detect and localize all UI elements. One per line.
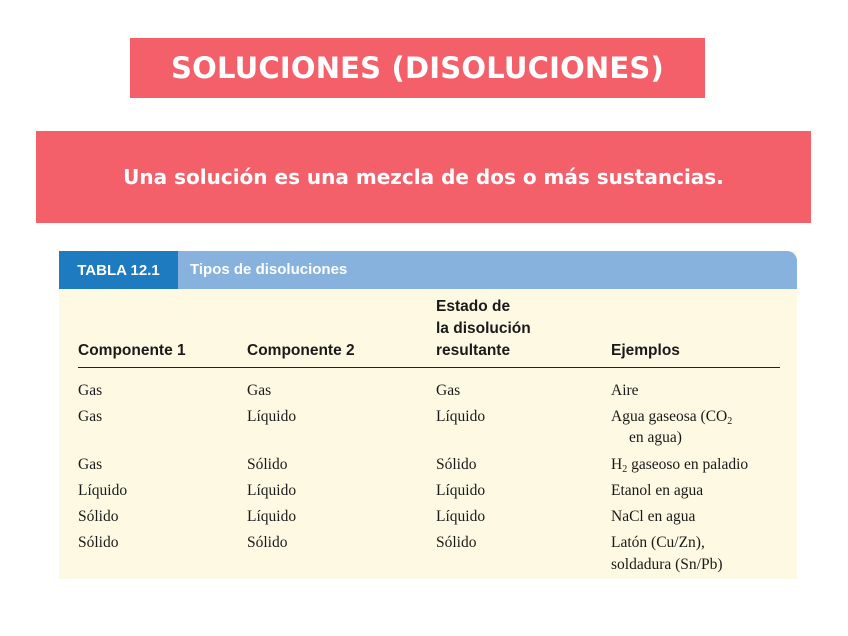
cell-c3: Líquido	[436, 408, 486, 425]
title-banner	[130, 38, 705, 98]
header-componente-2: Componente 2	[247, 342, 355, 359]
cell-c4-text-post: gaseoso en paladio	[627, 456, 749, 473]
subscript: 2	[622, 464, 628, 475]
cell-c4-text: Agua gaseosa (CO	[611, 408, 728, 425]
table-header-bar	[59, 251, 797, 289]
cell-c4: NaCl en agua	[611, 508, 696, 525]
cell-c4	[611, 455, 748, 475]
cell-c2: Líquido	[247, 408, 297, 425]
cell-c3: Gas	[436, 382, 461, 399]
cell-c4: Etanol en agua	[611, 482, 704, 499]
definition-text: Una solución es una mezcla de dos o más sustancias.	[123, 165, 724, 189]
cell-c1: Gas	[78, 408, 103, 425]
definition-banner	[36, 131, 811, 223]
cell-c4: Aire	[611, 382, 639, 399]
cell-c4-line2: en agua)	[629, 429, 682, 446]
cell-c4-text: H	[611, 456, 623, 473]
slide-title: SOLUCIONES (DISOLUCIONES)	[171, 51, 664, 85]
header-estado-line1: Estado de	[436, 298, 511, 315]
cell-c4-line2: soldadura (Sn/Pb)	[611, 556, 723, 573]
header-ejemplos: Ejemplos	[611, 342, 680, 359]
cell-c2: Líquido	[247, 508, 297, 525]
cell-c1: Sólido	[78, 534, 119, 551]
cell-c2: Sólido	[247, 456, 288, 473]
table-title: Tipos de disoluciones	[190, 261, 348, 278]
cell-c1: Sólido	[78, 508, 119, 525]
table-tag	[59, 251, 178, 289]
cell-c3: Sólido	[436, 456, 477, 473]
subscript: 2	[727, 416, 733, 427]
header-componente-1: Componente 1	[78, 342, 186, 359]
cell-c2: Gas	[247, 382, 272, 399]
cell-c4	[611, 407, 732, 427]
cell-c3: Líquido	[436, 508, 486, 525]
header-estado-line2: la disolución	[436, 320, 531, 337]
solutions-table	[59, 251, 797, 579]
cell-c3: Líquido	[436, 482, 486, 499]
header-divider	[78, 367, 780, 368]
cell-c1: Gas	[78, 382, 103, 399]
cell-c4: Latón (Cu/Zn),	[611, 534, 705, 551]
cell-c3: Sólido	[436, 534, 477, 551]
cell-c2: Sólido	[247, 534, 288, 551]
table-number: TABLA 12.1	[77, 261, 160, 279]
header-estado-line3: resultante	[436, 342, 511, 359]
cell-c1: Líquido	[78, 482, 128, 499]
header-estado	[436, 297, 531, 361]
cell-c1: Gas	[78, 456, 103, 473]
cell-c2: Líquido	[247, 482, 297, 499]
